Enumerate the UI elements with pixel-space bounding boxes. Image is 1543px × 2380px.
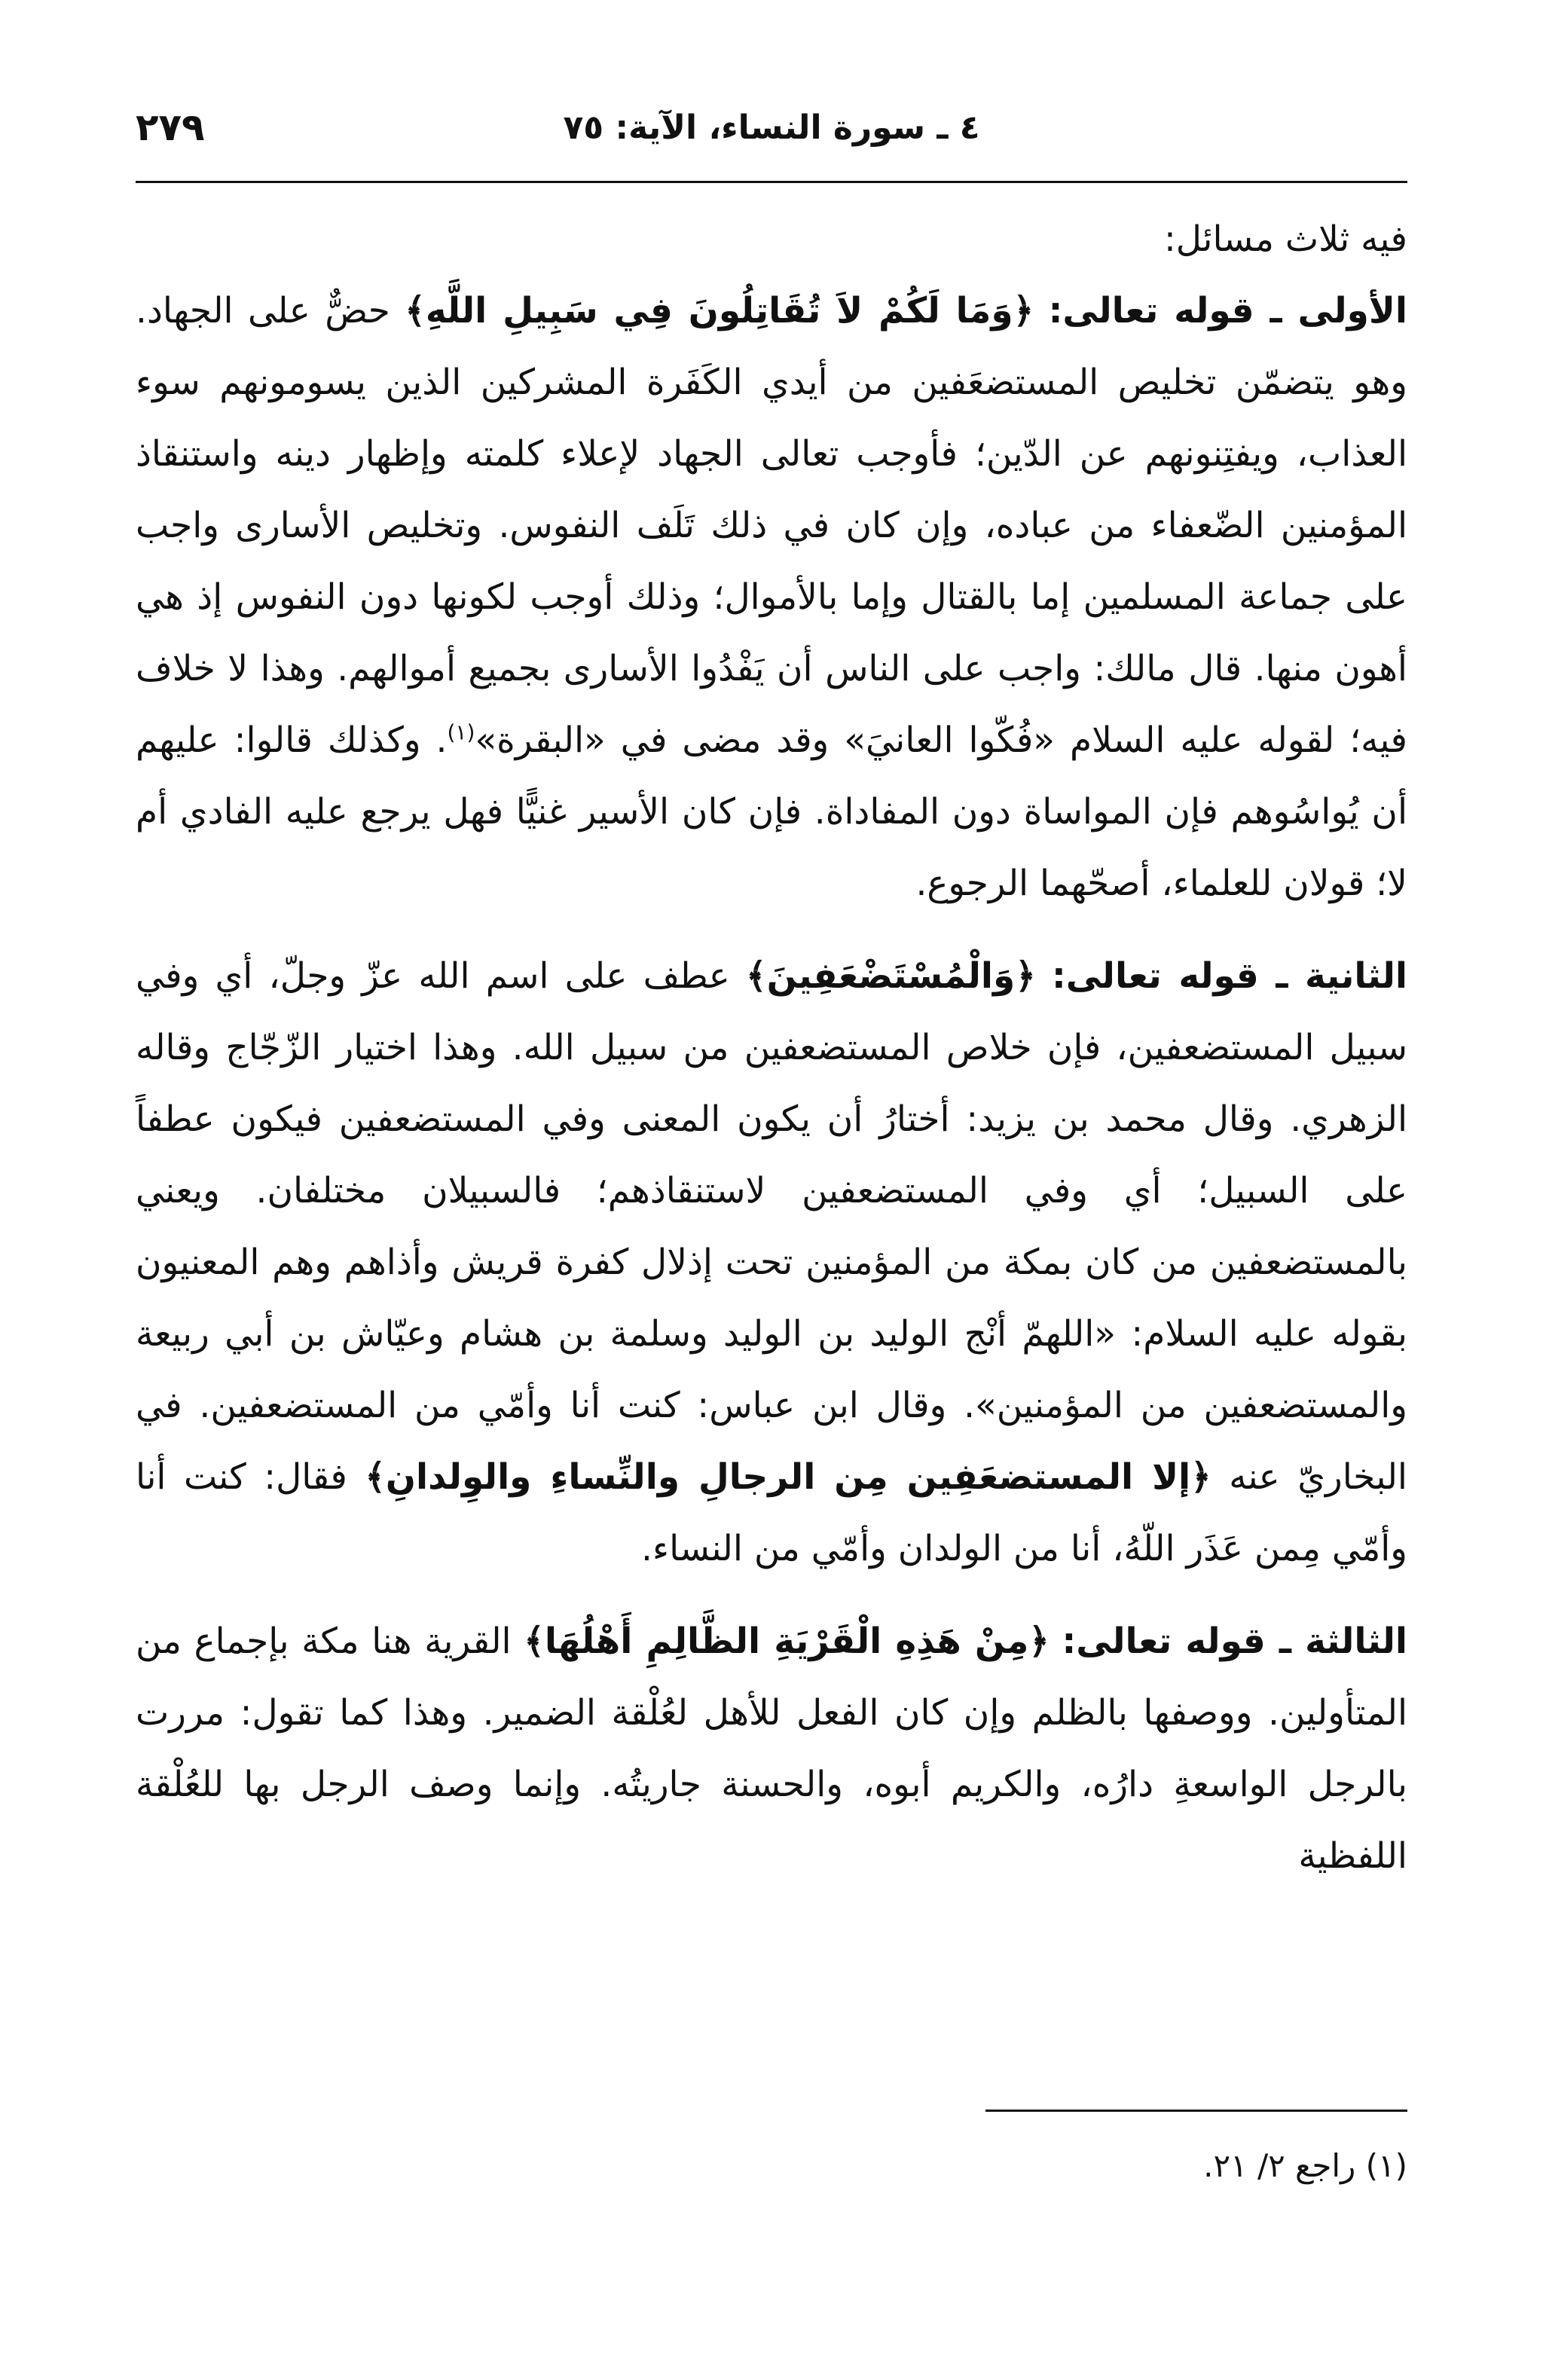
running-title: ٤ ـ سورة النساء، الآية: ٧٥: [563, 108, 980, 147]
issue-second-lead: الثانية ـ قوله تعالى:: [1051, 955, 1407, 997]
paragraph-gap: [136, 919, 1407, 940]
issue-first: [136, 275, 1407, 919]
intro-line: [136, 203, 1407, 275]
issue-third-text: القرية هنا مكة بإجماع من المتأولين. ووصفها بالظلم وإن كان الفعل للأهل لعُلْقة الضمير. وهذا كما تقول: مررت بالرجل الواسعةِ دارُه، والكريم أبوه، والحسنة جاريتُه. وإنما وصف الرجل بها للعُلْقة اللفظية: [136, 1621, 1407, 1877]
issue-third-lead: الثالثة ـ قوله تعالى:: [1062, 1621, 1407, 1662]
footnote: (١) راجع ٢/ ٢١.: [1203, 2147, 1407, 2184]
issue-second-quran-2: ﴿إلا المستضعَفِين مِن الرجالِ والنِّساءِ والوِلدانِ﴾: [365, 1456, 1211, 1498]
issue-first-lead: الأولى ـ قوله تعالى:: [1048, 290, 1407, 331]
issue-second-text-2: فقال: كنت أنا وأمّي مِمن عَذَر اللّهُ، أنا من الولدان وأمّي من النساء.: [136, 1456, 1407, 1569]
main-text: [136, 203, 1407, 1892]
paragraph-gap: [136, 1584, 1407, 1606]
issue-first-text-after: . وكذلك قالوا: عليهم أن يُواسُوهم فإن المواساة دون المفاداة. فإن كان الأسير غنيًّا فهل يرجع عليه الفادي أم لا؛ قولان للعلماء، أصحّهما الرجوع.: [136, 719, 1407, 904]
running-header: [136, 105, 1407, 166]
header-rule: [136, 181, 1407, 183]
issue-second-text: عطف على اسم الله عزّ وجلّ، أي وفي سبيل المستضعفين، فإن خلاص المستضعفين من سبيل الله. وهذا اختيار الزّجّاج وقاله الزهري. وقال محمد بن يزيد: أختارُ أن يكون المعنى وفي المستضعفين فيكون عطفاً على السبيل؛ أي وفي المستضعفين لاستنقاذهم؛ فالسبيلان مختلفان. ويعني بالمستضعفين من كان بمكة من المؤمنين تحت إذلال كفرة قريش وأذاهم وهم المعنيون بقوله عليه السلام: «اللهمّ أنْج الوليد بن الوليد وسلمة بن هشام وعيّاش بن أبي ربيعة والمستضعفين من المؤمنين». وقال ابن عباس: كنت أنا وأمّي من المستضعفين. في البخاريّ عنه: [136, 955, 1407, 1498]
issue-second-quran: ﴿وَالْمُسْتَضْعَفِينَ﴾: [746, 955, 1036, 997]
page-number: ٢٧٩: [136, 105, 205, 149]
issue-first-quran: ﴿وَمَا لَكُمْ لاَ تُقَاتِلُونَ فِي سَبِيلِ اللَّهِ﴾: [405, 290, 1034, 331]
footnote-rule: [985, 2110, 1407, 2112]
issue-first-text: حضٌّ على الجهاد. وهو يتضمّن تخليص المستضعَفين من أيدي الكَفَرة المشركين الذين يسومونهم سوء العذاب، ويفتِنونهم عن الدّين؛ فأوجب تعالى الجهاد لإعلاء كلمته وإظهار دينه واستنقاذ المؤمنين الضّعفاء من عباده، وإن كان في ذلك تَلَف النفوس. وتخليص الأسارى واجب على جماعة المسلمين إما بالقتال وإما بالأموال؛ وذلك أوجب لكونها دون النفوس إذ هي أهون منها. قال مالك: واجب على الناس أن يَفْدُوا الأسارى بجميع أموالهم. وهذا لا خلاف فيه؛ لقوله عليه السلام «فُكّوا العانيَ» وقد مضى في «البقرة»: [136, 290, 1407, 761]
intro-text: فيه ثلاث مسائل:: [1163, 218, 1407, 260]
footnote-reference: (١): [447, 719, 475, 745]
issue-third-quran: ﴿مِنْ هَذِهِ الْقَرْيَةِ الظَّالِمِ أَهْلُهَا﴾: [524, 1621, 1050, 1662]
issue-third: [136, 1606, 1407, 1892]
issue-second: [136, 940, 1407, 1584]
